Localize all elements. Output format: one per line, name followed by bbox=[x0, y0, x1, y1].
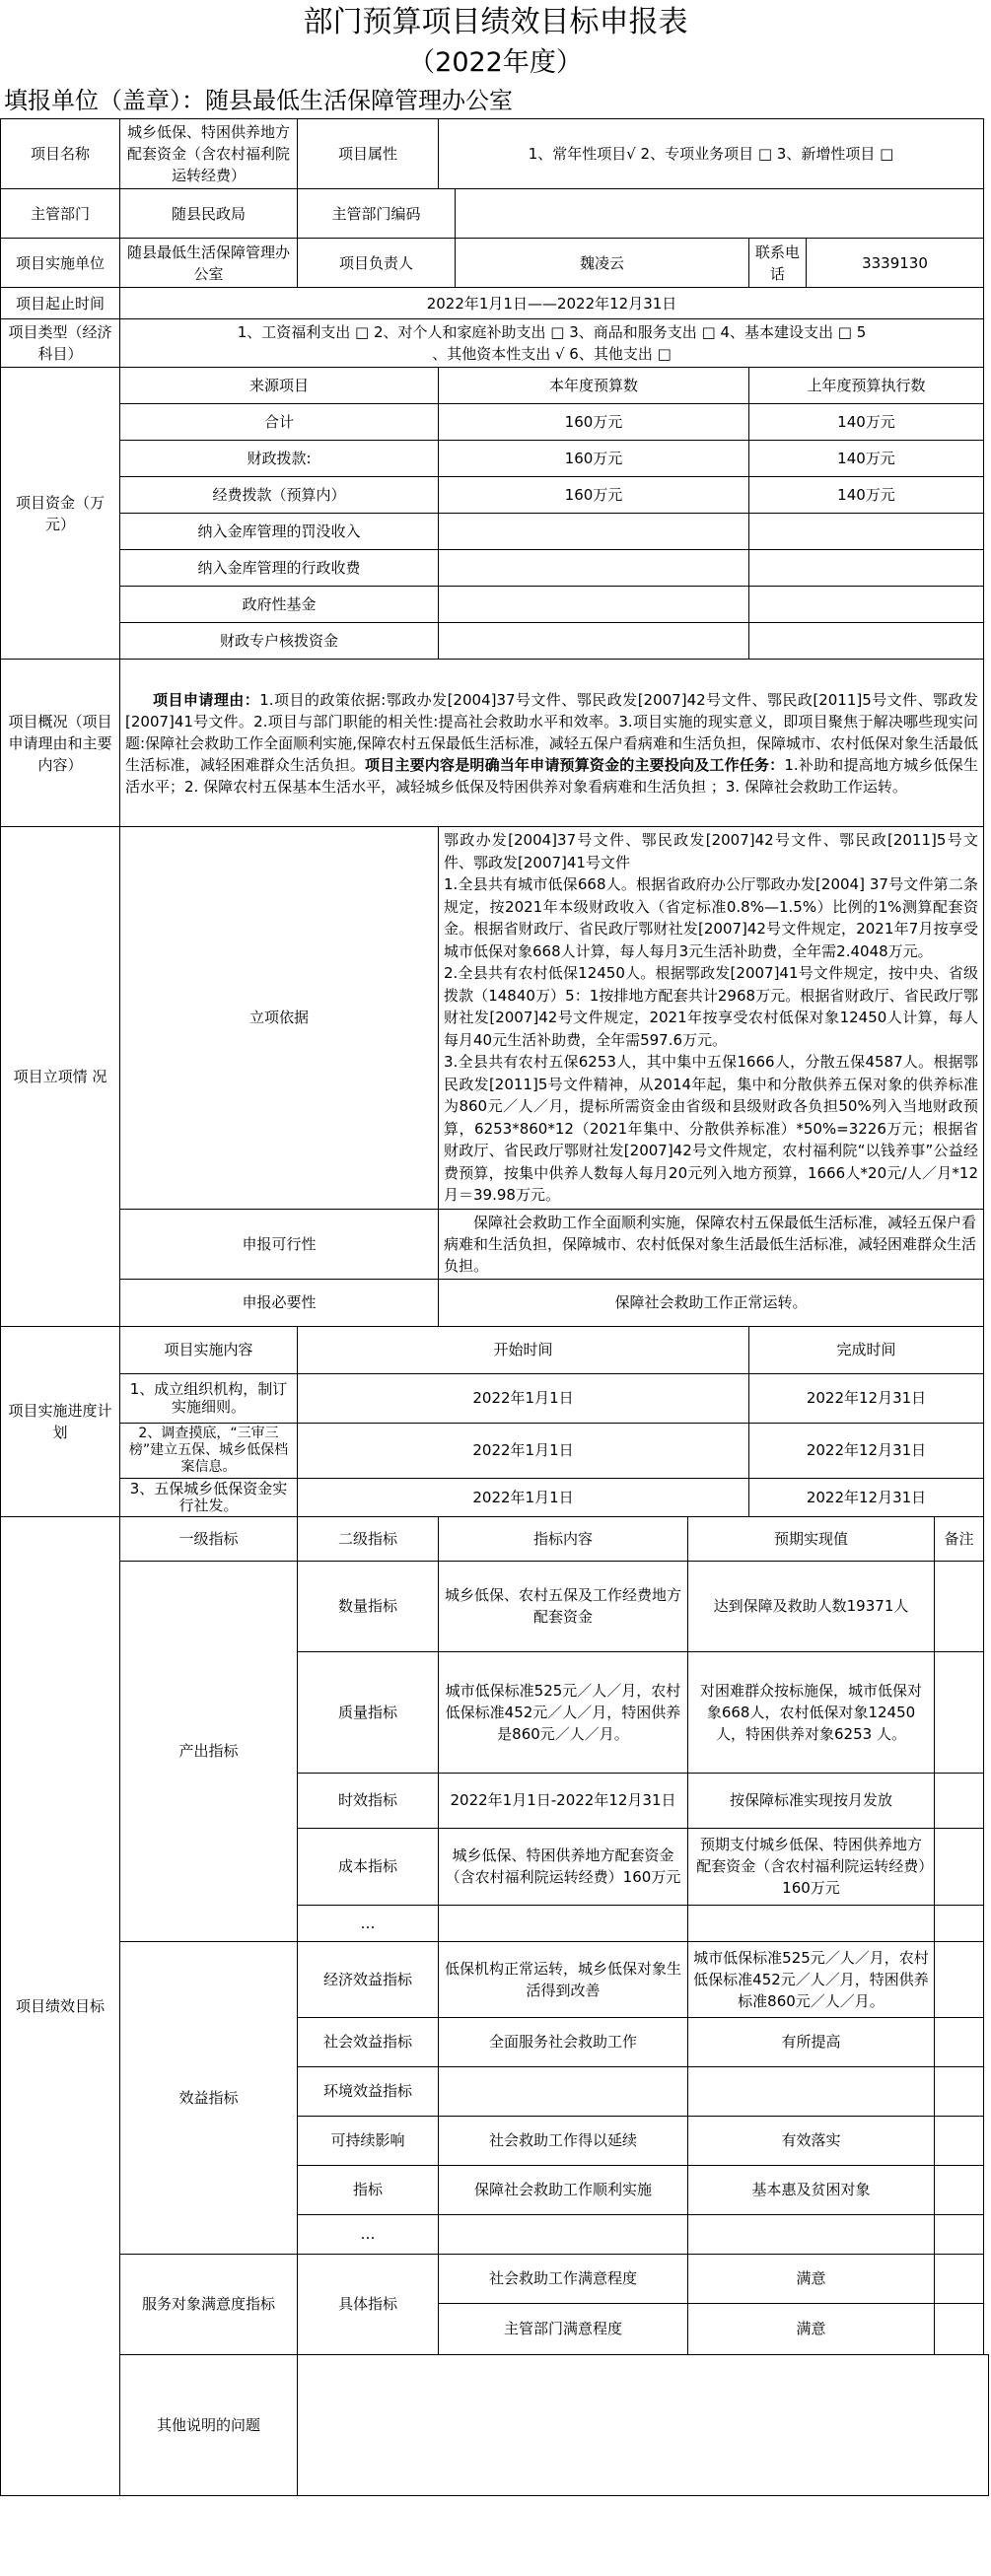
leader-value: 魏凌云 bbox=[456, 239, 749, 288]
perf-content: 保障社会救助工作顺利实施 bbox=[439, 2165, 688, 2214]
perf-level2: 质量指标 bbox=[298, 1651, 439, 1773]
impl-unit-value: 随县最低生活保障管理办公室 bbox=[120, 239, 298, 288]
funds-cell bbox=[439, 623, 749, 660]
page-year: （2022年度） bbox=[408, 47, 583, 78]
schedule-label: 项目实施进度计划 bbox=[1, 1326, 120, 1516]
leader-label: 项目负责人 bbox=[298, 239, 456, 288]
funds-cell: 140万元 bbox=[749, 441, 984, 477]
schedule-start: 2022年1月1日 bbox=[298, 1423, 749, 1478]
overview-main-content-heading: 项目主要内容是明确当年申请预算资金的主要投向及工作任务： bbox=[365, 755, 785, 774]
perf-level2: 经济效益指标 bbox=[298, 1941, 439, 2017]
basis-paragraph-1: 鄂政办发[2004]37号文件、鄂民政发[2007]42号文件、鄂民政[2011]5号文件、鄂政发[2007]41号文件 bbox=[444, 831, 978, 871]
funds-cell bbox=[439, 550, 749, 587]
perf-remark bbox=[935, 2116, 984, 2165]
reporting-unit bbox=[0, 83, 991, 118]
perf-content: 城乡低保、特困供养地方配套资金（含农村福利院运转经费）160万元 bbox=[439, 1828, 688, 1905]
perf-remark bbox=[935, 1773, 984, 1828]
dept-code-value bbox=[456, 189, 984, 239]
schedule-content: 2、调查摸底，“三审三榜”建立五保、城乡低保档案信息。 bbox=[120, 1423, 298, 1478]
schedule-content: 1、成立组织机构，制订实施细则。 bbox=[120, 1373, 298, 1423]
project-type-line-1: 1、工资福利支出 □ 2、对个人和家庭补助支出 □ 3、商品和服务支出 □ 4、基本建设支出 □ 5 bbox=[237, 323, 867, 341]
dept-label: 主管部门 bbox=[1, 189, 120, 239]
schedule-row bbox=[1, 1423, 989, 1478]
schedule-start: 2022年1月1日 bbox=[298, 1478, 749, 1516]
perf-header-level1: 一级指标 bbox=[120, 1516, 298, 1561]
perf-content: 2022年1月1日-2022年12月31日 bbox=[439, 1773, 688, 1828]
perf-expected: 城市低保标准525元／人／月，农村低保标准452元／人／月，特困供养标准860元／人／月。 bbox=[688, 1941, 935, 2017]
perf-level2: 时效指标 bbox=[298, 1773, 439, 1828]
perf-expected: 达到保障及救助人数19371人 bbox=[688, 1561, 935, 1651]
perf-row bbox=[1, 1941, 989, 2017]
project-name-value: 城乡低保、特困供养地方配套资金（含农村福利院运转经费） bbox=[120, 119, 298, 189]
funds-cell: 财政拨款: bbox=[120, 441, 439, 477]
perf-header-expected: 预期实现值 bbox=[688, 1516, 935, 1561]
perf-expected: 有所提高 bbox=[688, 2017, 935, 2066]
funds-cell: 160万元 bbox=[439, 441, 749, 477]
perf-level2: 环境效益指标 bbox=[298, 2066, 439, 2116]
perf-level2: 成本指标 bbox=[298, 1828, 439, 1905]
benefit-indicator-label: 效益指标 bbox=[120, 1941, 298, 2254]
establish-label: 项目立项情 况 bbox=[1, 827, 120, 1327]
reporting-unit-value: 随县最低生活保障管理办公室 bbox=[205, 87, 513, 114]
schedule-end: 2022年12月31日 bbox=[749, 1478, 984, 1516]
overview-label: 项目概况（项目申请理由和主要内容） bbox=[1, 660, 120, 827]
perf-level2: 指标 bbox=[298, 2165, 439, 2214]
feasibility-label: 申报可行性 bbox=[120, 1209, 439, 1279]
perf-remark bbox=[935, 1561, 984, 1651]
overview-body: 1.项目的政策依据:鄂政办发[2004]37号文件、鄂民政发[2007]42号文件、鄂民政[2011]5号文件、鄂政发[2007]41号文件。2.项目与部门职能的相关性:提高社会救助水平和效率。3.项目实施的现实意义，即项目聚焦于解决哪些现实问题:保障社会救助工作全面顺利实施,保障农村五保最低生活标准，减轻五保户看病难和生活负担，保障城市、农村低保对象生活最低生活标准，减轻困难群众生活负担。 bbox=[125, 690, 978, 774]
perf-remark bbox=[935, 1941, 984, 2017]
perf-content: 全面服务社会救助工作 bbox=[439, 2017, 688, 2066]
funds-cell: 经费拨款（预算内） bbox=[120, 477, 439, 514]
perf-content: 社会救助工作得以延续 bbox=[439, 2116, 688, 2165]
overview-content bbox=[120, 660, 984, 827]
perf-remark bbox=[935, 1828, 984, 1905]
funds-cell: 140万元 bbox=[749, 477, 984, 514]
perf-remark bbox=[935, 2254, 984, 2303]
basis-content bbox=[439, 827, 984, 1210]
funds-cell bbox=[749, 587, 984, 623]
perf-remark bbox=[935, 1651, 984, 1773]
other-notes-value bbox=[298, 2354, 989, 2495]
necessity-value: 保障社会救助工作正常运转。 bbox=[439, 1279, 984, 1326]
overview-main-content: 1.补助和提高地方城乡低保生活水平；2. 保障农村五保基本生活水平，减轻城乡低保及特困供养对象看病难和生活负担 ；3. 保障社会救助工作运转。 bbox=[125, 755, 978, 796]
perf-expected: 满意 bbox=[688, 2303, 935, 2354]
perf-expected: 按保障标准实现按月发放 bbox=[688, 1773, 935, 1828]
other-notes-label: 其他说明的问题 bbox=[120, 2354, 298, 2495]
perf-header-remark: 备注 bbox=[935, 1516, 984, 1561]
funds-header-current: 本年度预算数 bbox=[439, 368, 749, 404]
perf-content bbox=[439, 2066, 688, 2116]
page-title: 部门预算项目绩效目标申报表 bbox=[303, 5, 688, 39]
schedule-header-end: 完成时间 bbox=[749, 1326, 984, 1373]
funds-row bbox=[1, 477, 989, 514]
funds-cell bbox=[749, 550, 984, 587]
funds-row bbox=[1, 550, 989, 587]
impl-unit-label: 项目实施单位 bbox=[1, 239, 120, 288]
schedule-start: 2022年1月1日 bbox=[298, 1373, 749, 1423]
funds-cell bbox=[749, 514, 984, 550]
perf-content: 城市低保标准525元／人／月，农村低保标准452元／人／月，特困供养是860元／人／月。 bbox=[439, 1651, 688, 1773]
perf-remark bbox=[935, 2214, 984, 2254]
perf-level2: 数量指标 bbox=[298, 1561, 439, 1651]
funds-cell: 160万元 bbox=[439, 404, 749, 441]
schedule-end: 2022年12月31日 bbox=[749, 1423, 984, 1478]
perf-expected bbox=[688, 2214, 935, 2254]
funds-cell: 纳入金库管理的罚没收入 bbox=[120, 514, 439, 550]
perf-expected: 有效落实 bbox=[688, 2116, 935, 2165]
funds-cell bbox=[749, 623, 984, 660]
funds-row bbox=[1, 514, 989, 550]
perf-level2: … bbox=[298, 2214, 439, 2254]
funds-header-previous: 上年度预算执行数 bbox=[749, 368, 984, 404]
perf-header-level2: 二级指标 bbox=[298, 1516, 439, 1561]
necessity-label: 申报必要性 bbox=[120, 1279, 439, 1326]
funds-cell: 财政专户核拨资金 bbox=[120, 623, 439, 660]
perf-level2: 社会效益指标 bbox=[298, 2017, 439, 2066]
funds-cell bbox=[439, 514, 749, 550]
project-attribute-value: 1、常年性项目√ 2、专项业务项目 □ 3、新增性项目 □ bbox=[439, 119, 984, 189]
perf-content: 低保机构正常运转，城乡低保对象生活得到改善 bbox=[439, 1941, 688, 2017]
perf-remark bbox=[935, 2066, 984, 2116]
schedule-header-content: 项目实施内容 bbox=[120, 1326, 298, 1373]
perf-label: 项目绩效目标 bbox=[1, 1516, 120, 2495]
perf-remark bbox=[935, 2017, 984, 2066]
perf-expected bbox=[688, 1905, 935, 1941]
funds-header-source: 来源项目 bbox=[120, 368, 439, 404]
schedule-end: 2022年12月31日 bbox=[749, 1373, 984, 1423]
funds-row bbox=[1, 587, 989, 623]
funds-row bbox=[1, 441, 989, 477]
schedule-content: 3、五保城乡低保资金实行社发。 bbox=[120, 1478, 298, 1516]
project-name-label: 项目名称 bbox=[1, 119, 120, 189]
period-label: 项目起止时间 bbox=[1, 288, 120, 319]
schedule-row bbox=[1, 1478, 989, 1516]
project-type-label: 项目类型（经济科目） bbox=[1, 319, 120, 368]
project-attribute-label: 项目属性 bbox=[298, 119, 439, 189]
schedule-header-start: 开始时间 bbox=[298, 1326, 749, 1373]
funds-cell: 纳入金库管理的行政收费 bbox=[120, 550, 439, 587]
perf-expected: 对困难群众按标施保，城市低保对象668人，农村低保对象12450人，特困供养对象6253 人。 bbox=[688, 1651, 935, 1773]
funds-cell: 合计 bbox=[120, 404, 439, 441]
dept-value: 随县民政局 bbox=[120, 189, 298, 239]
phone-value: 3339130 bbox=[807, 239, 984, 288]
reporting-unit-label: 填报单位（盖章）： bbox=[4, 87, 205, 114]
funds-row bbox=[1, 404, 989, 441]
project-type-line-2: 、其他资本性支出 √ 6、其他支出 □ bbox=[432, 345, 672, 363]
basis-paragraph-3: 3.全县共有农村五保6253人，其中集中五保1666人，分散五保4587人。根据鄂民政发[2011]5号文件精神，从2014年起，集中和分散供养五保对象的供养标准为860元／人／月，提标所需资金由省级和县级财政各负担50%列入当地财政预算，6253*860*12（2021年集中、分散供养标准）*50%=3226万元；根据省财政厅、省民政厅鄂财社发[2007]42号文件规定，农村福利院“以钱养事”公益经费预算，按集中供养人数每人每月20元列入地方预算，1666人*20元/人／月*12月＝39.98万元。 bbox=[444, 1053, 978, 1204]
perf-expected: 满意 bbox=[688, 2254, 935, 2303]
perf-row bbox=[1, 1561, 989, 1651]
perf-content: 城乡低保、农村五保及工作经费地方配套资金 bbox=[439, 1561, 688, 1651]
perf-expected: 预期支付城乡低保、特困供养地方配套资金（含农村福利院运转经费）160万元 bbox=[688, 1828, 935, 1905]
perf-expected bbox=[688, 2066, 935, 2116]
perf-level2: 可持续影响 bbox=[298, 2116, 439, 2165]
feasibility-value: 保障社会救助工作全面顺利实施，保障农村五保最低生活标准，减轻五保户看病难和生活负担，保障城市、农村低保对象生活最低生活标准，减轻困难群众生活负担。 bbox=[439, 1209, 984, 1279]
perf-content bbox=[439, 2214, 688, 2254]
perf-content: 社会救助工作满意程度 bbox=[439, 2254, 688, 2303]
funds-cell: 政府性基金 bbox=[120, 587, 439, 623]
period-value: 2022年1月1日——2022年12月31日 bbox=[120, 288, 984, 319]
perf-level2: … bbox=[298, 1905, 439, 1941]
basis-paragraph-1b: 1.全县共有城市低保668人。根据省政府办公厅鄂政办发[2004] 37号文件第二条规定，按2021年本级财政收入（省定标准0.8%—1.5%）比例的1%测算配套资金。根据省财政厅、省民政厅鄂财社发[2007]42号文件规定，2021年7月按享受城市低保对象668人计算，每人每月3元生活补助费，全年需2.4048万元。 bbox=[444, 875, 978, 960]
perf-remark bbox=[935, 2165, 984, 2214]
satisfaction-sub-label: 具体指标 bbox=[298, 2254, 439, 2354]
perf-expected: 基本惠及贫困对象 bbox=[688, 2165, 935, 2214]
funds-cell bbox=[439, 587, 749, 623]
satisfaction-indicator-label: 服务对象满意度指标 bbox=[120, 2254, 298, 2354]
perf-remark bbox=[935, 1905, 984, 1941]
overview-lead: 项目申请理由： bbox=[153, 690, 260, 709]
perf-row bbox=[1, 2254, 989, 2303]
phone-label: 联系电话 bbox=[749, 239, 807, 288]
perf-remark bbox=[935, 2303, 984, 2354]
project-type-value bbox=[120, 319, 984, 368]
budget-form-table bbox=[0, 118, 989, 2496]
perf-content bbox=[439, 1905, 688, 1941]
perf-content: 主管部门满意程度 bbox=[439, 2303, 688, 2354]
funds-row bbox=[1, 623, 989, 660]
basis-label: 立项依据 bbox=[120, 827, 439, 1210]
funds-cell: 160万元 bbox=[439, 477, 749, 514]
schedule-row bbox=[1, 1373, 989, 1423]
output-indicator-label: 产出指标 bbox=[120, 1561, 298, 1941]
funds-label: 项目资金（万元） bbox=[1, 368, 120, 660]
perf-header-content: 指标内容 bbox=[439, 1516, 688, 1561]
dept-code-label: 主管部门编码 bbox=[298, 189, 456, 239]
funds-cell: 140万元 bbox=[749, 404, 984, 441]
basis-paragraph-2: 2.全县共有农村低保12450人。根据鄂政发[2007]41号文件规定，按中央、省级拨款（14840万）5：1按排地方配套共计2968万元。根据省财政厅、省民政厅鄂财社发[2007]42号文件规定，2021年按享受农村低保对象12450人计算，每人每月40元生活补助费，全年需597.6万元。 bbox=[444, 964, 978, 1049]
